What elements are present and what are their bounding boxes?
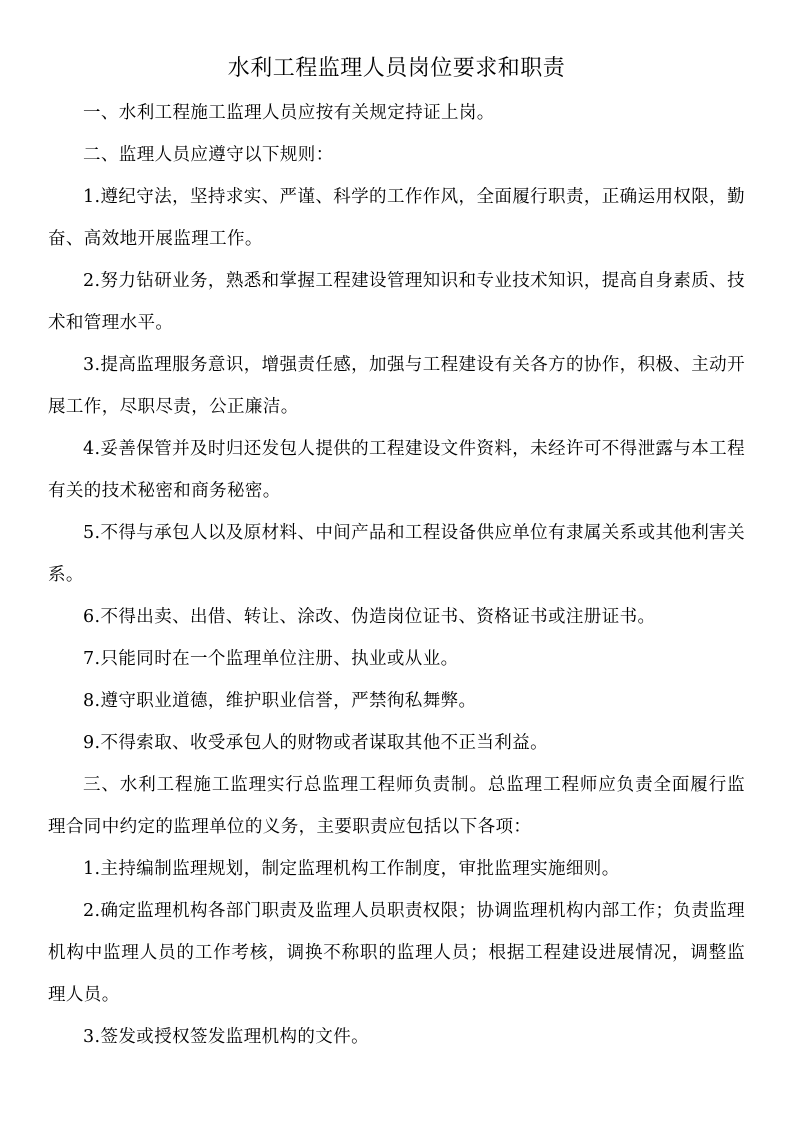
paragraph-duty-1: 1.主持编制监理规划，制定监理机构工作制度，审批监理实施细则。 bbox=[83, 859, 620, 879]
paragraph-rule-7: 7.只能同时在一个监理单位注册、执业或从业。 bbox=[83, 649, 459, 669]
paragraph-section-2: 二、监理人员应遵守以下规则： bbox=[83, 145, 334, 165]
paragraph-duty-2: 2.确定监理机构各部门职责及监理人员职责权限；协调监理机构内部工作；负责监理机构中监理人员的工作考核，调换不称职的监理人员；根据工程建设进展情况，调整监理人员。 bbox=[48, 901, 745, 1005]
paragraph-rule-6: 6.不得出卖、出借、转让、涂改、伪造岗位证书、资格证书或注册证书。 bbox=[83, 607, 656, 627]
document-page bbox=[48, 52, 745, 1058]
paragraph-rule-9: 9.不得索取、收受承包人的财物或者谋取其他不正当利益。 bbox=[83, 733, 548, 753]
paragraph-section-1: 一、水利工程施工监理人员应按有关规定持证上岗。 bbox=[83, 103, 495, 123]
paragraph-rule-2: 2.努力钻研业务，熟悉和掌握工程建设管理知识和专业技术知识，提高自身素质、技术和管理水平。 bbox=[48, 271, 745, 333]
paragraph-rule-5: 5.不得与承包人以及原材料、中间产品和工程设备供应单位有隶属关系或其他利害关系。 bbox=[48, 523, 745, 585]
paragraph-rule-1: 1.遵纪守法，坚持求实、严谨、科学的工作作风，全面履行职责，正确运用权限，勤奋、高效地开展监理工作。 bbox=[48, 187, 745, 249]
paragraph-rule-8: 8.遵守职业道德，维护职业信誉，严禁徇私舞弊。 bbox=[83, 691, 477, 711]
paragraph-section-3: 三、水利工程施工监理实行总监理工程师负责制。总监理工程师应负责全面履行监理合同中约定的监理单位的义务，主要职责应包括以下各项： bbox=[48, 775, 745, 837]
paragraph-duty-3: 3.签发或授权签发监理机构的文件。 bbox=[83, 1027, 369, 1047]
paragraph-rule-4: 4.妥善保管并及时归还发包人提供的工程建设文件资料，未经许可不得泄露与本工程有关的技术秘密和商务秘密。 bbox=[48, 439, 745, 501]
document-title: 水利工程监理人员岗位要求和职责 bbox=[227, 56, 566, 81]
paragraph-rule-3: 3.提高监理服务意识，增强责任感，加强与工程建设有关各方的协作，积极、主动开展工作，尽职尽责，公正廉洁。 bbox=[48, 355, 745, 417]
